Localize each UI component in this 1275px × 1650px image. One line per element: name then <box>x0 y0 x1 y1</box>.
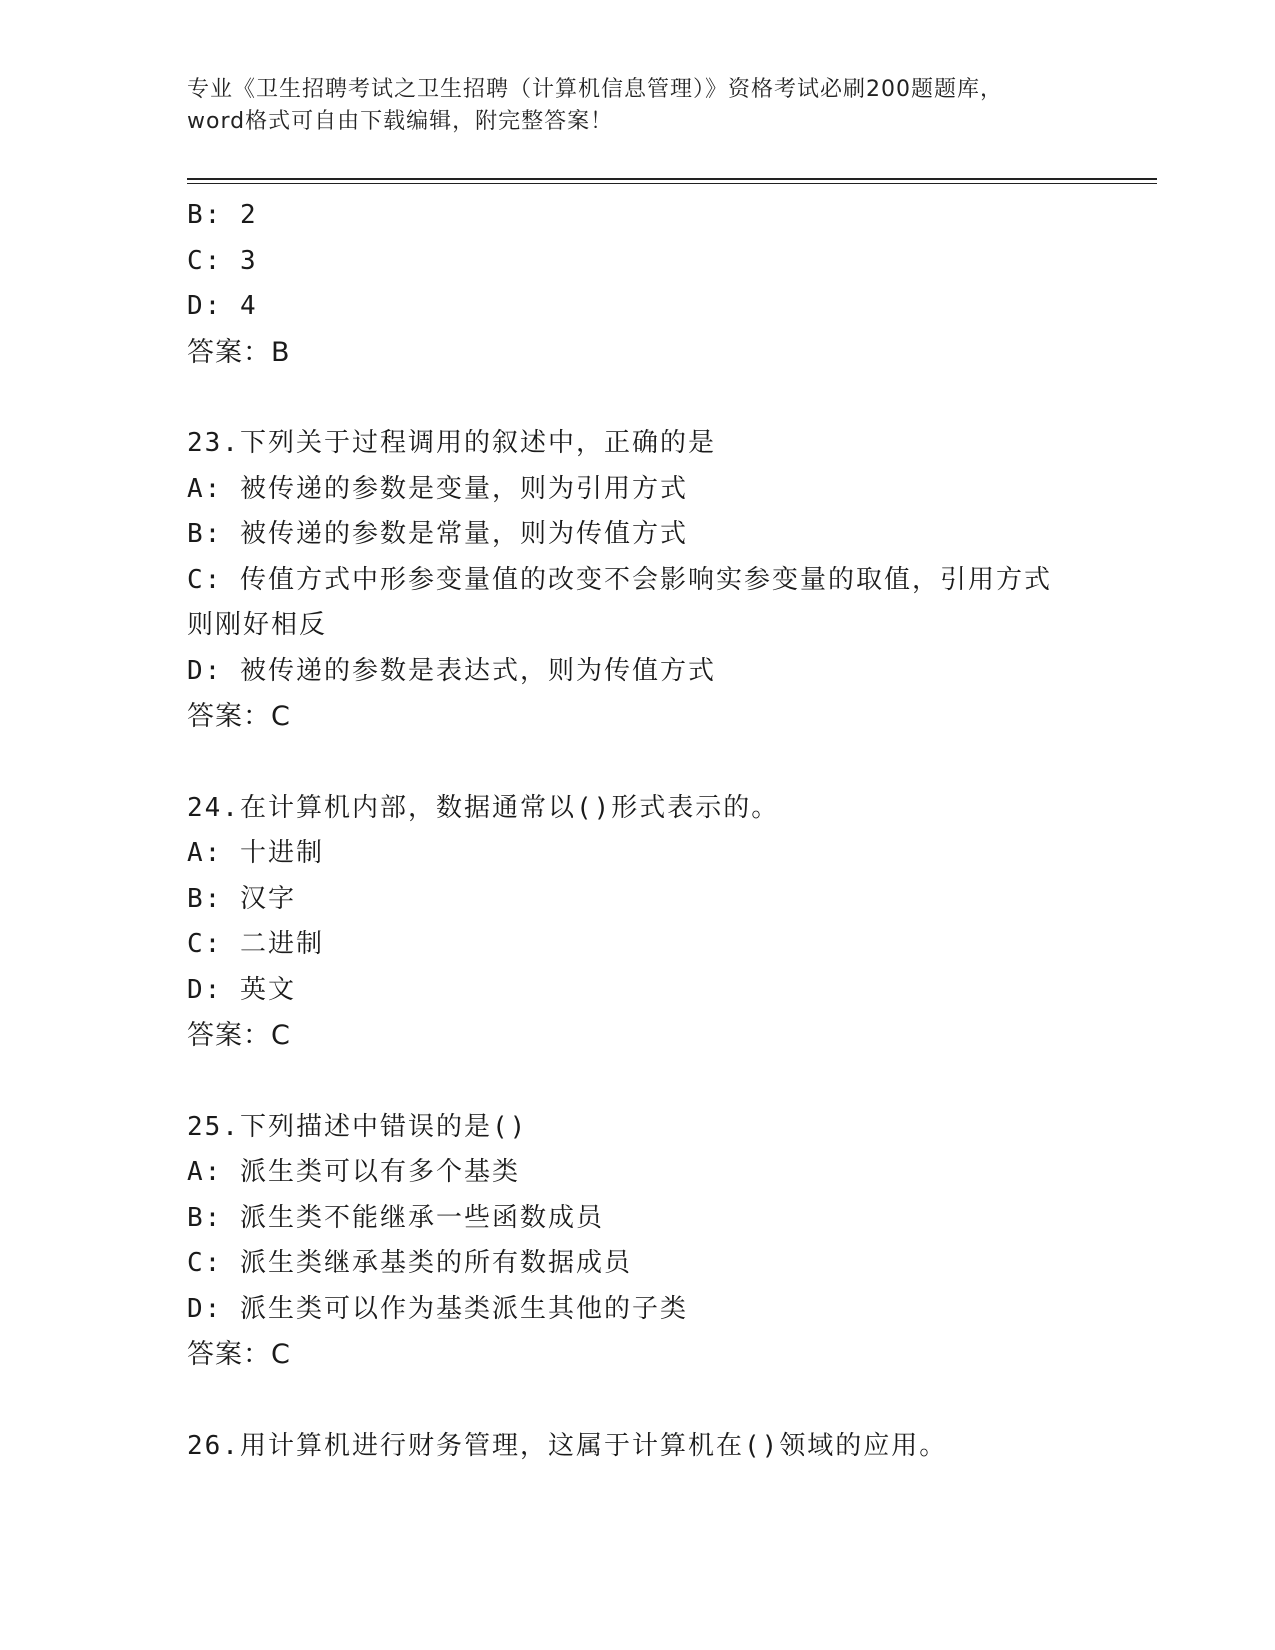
option-c: C: 传值方式中形参变量值的改变不会影响实参变量的取值，引用方式 <box>187 564 1052 595</box>
option-c: C: 3 <box>187 245 258 276</box>
question-list <box>187 193 1087 1469</box>
question-stem: 26.用计算机进行财务管理，这属于计算机在()领域的应用。 <box>187 1430 948 1461</box>
answer-line: 答案：C <box>187 701 291 732</box>
answer-line: 答案：B <box>187 336 291 368</box>
option-d: D: 被传递的参数是表达式，则为传值方式 <box>187 655 716 686</box>
option-a: A: 派生类可以有多个基类 <box>187 1157 520 1187</box>
option-b: B: 派生类不能继承一些函数成员 <box>187 1202 604 1233</box>
header-title-line-1: 专业《卫生招聘考试之卫生招聘（计算机信息管理）》资格考试必刷200题题库， <box>187 77 1003 102</box>
option-b: B: 被传递的参数是常量，则为传值方式 <box>187 519 688 549</box>
question-25 <box>187 1105 1087 1378</box>
option-b: B: 2 <box>187 200 258 230</box>
option-c: C: 二进制 <box>187 929 324 959</box>
question-22-tail <box>187 193 1087 375</box>
question-stem: 24.在计算机内部，数据通常以()形式表示的。 <box>187 792 780 823</box>
option-d: D: 4 <box>187 291 258 321</box>
question-24 <box>187 786 1087 1059</box>
spacer <box>187 375 1087 421</box>
option-a: A: 被传递的参数是变量，则为引用方式 <box>187 473 688 504</box>
option-a: A: 十进制 <box>187 838 324 868</box>
answer-line: 答案：C <box>187 1020 291 1051</box>
option-d: D: 派生类可以作为基类派生其他的子类 <box>187 1293 688 1324</box>
question-26 <box>187 1424 1087 1470</box>
header-title-line-2: word格式可自由下载编辑，附完整答案！ <box>187 109 614 134</box>
option-c: C: 派生类继承基类的所有数据成员 <box>187 1248 632 1278</box>
document-header <box>187 74 1087 138</box>
question-stem: 25.下列描述中错误的是() <box>187 1111 528 1142</box>
spacer <box>187 1059 1087 1105</box>
option-c-continued: 则刚好相反 <box>187 610 328 640</box>
answer-line: 答案：C <box>187 1339 291 1370</box>
question-stem: 23.下列关于过程调用的叙述中，正确的是 <box>187 428 716 458</box>
spacer <box>187 740 1087 786</box>
spacer <box>187 1378 1087 1424</box>
option-d: D: 英文 <box>187 974 296 1005</box>
option-b: B: 汉字 <box>187 883 296 914</box>
question-23 <box>187 421 1087 740</box>
header-divider <box>187 178 1157 184</box>
